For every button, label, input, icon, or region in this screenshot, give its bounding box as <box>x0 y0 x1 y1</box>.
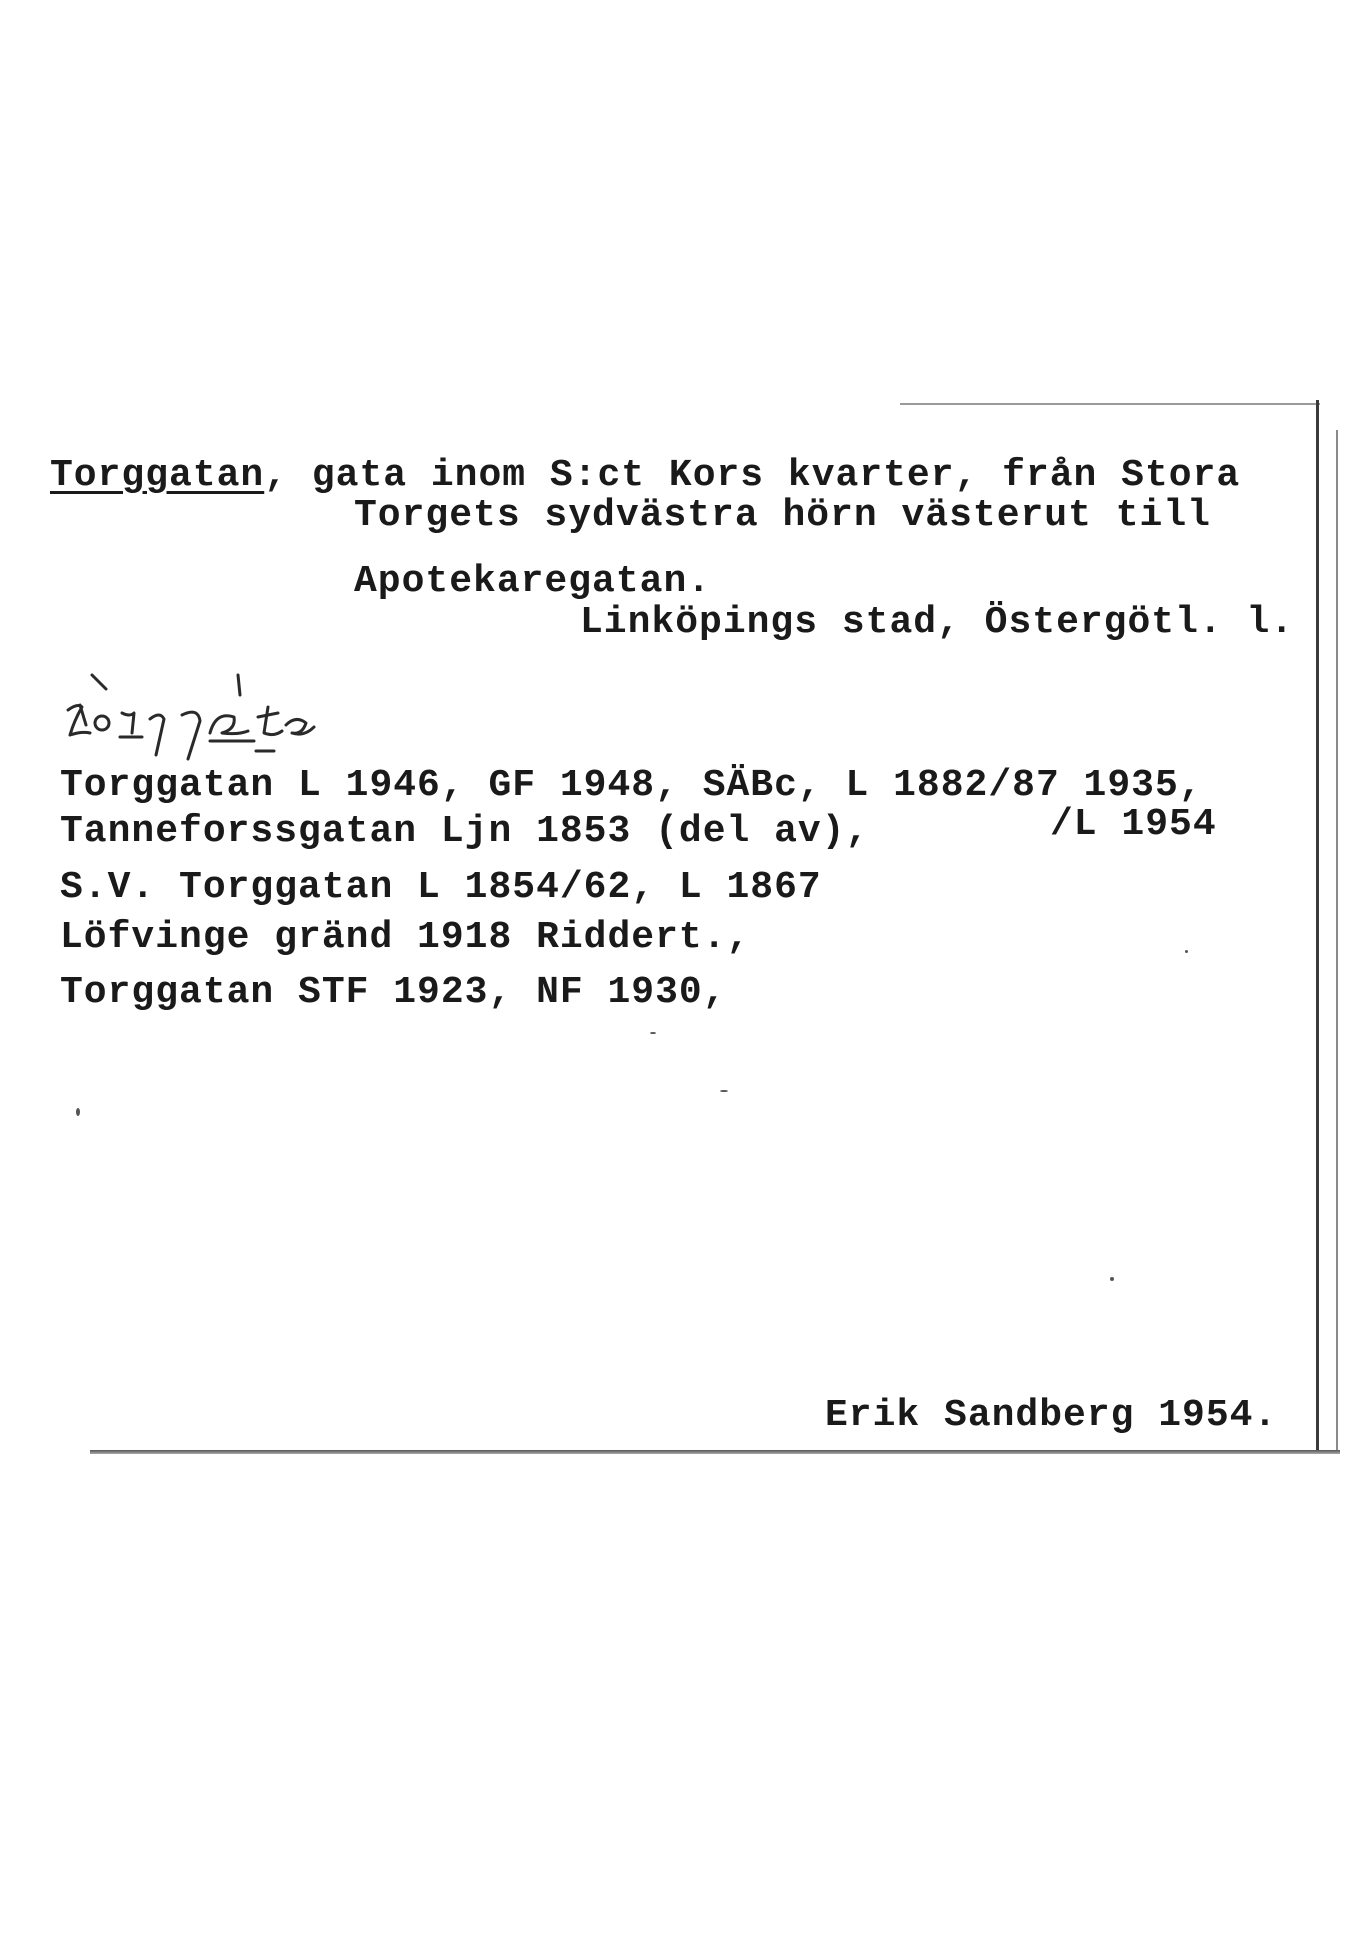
ink-speck <box>1185 950 1188 953</box>
ink-speck <box>650 1032 656 1034</box>
source-line-5: Torggatan STF 1923, NF 1930, <box>60 971 727 1014</box>
source-line-4: Löfvinge gränd 1918 Riddert., <box>60 916 751 959</box>
handwritten-pronunciation <box>60 655 480 765</box>
source-line-1: Torggatan L 1946, GF 1948, SÄBc, L 1882/87 1935, <box>60 764 1203 807</box>
ink-speck <box>76 1108 80 1116</box>
card-shadow-edge <box>1336 430 1338 1450</box>
location-line: Linköpings stad, Östergötl. l. <box>580 601 1295 644</box>
author-signature-line: Erik Sandberg 1954. <box>825 1394 1278 1437</box>
entry-first-line <box>50 455 1240 497</box>
card-top-edge <box>900 403 1320 405</box>
card-right-edge <box>1316 400 1319 1452</box>
ink-speck <box>1110 1277 1114 1281</box>
definition-line-2: Torgets sydvästra hörn västerut till <box>354 494 1211 537</box>
source-line-2: Tanneforssgatan Ljn 1853 (del av), <box>60 810 870 853</box>
definition-line-1: , gata inom S:ct Kors kvarter, från Stora <box>264 454 1241 497</box>
ink-speck <box>720 1090 728 1092</box>
definition-line-3: Apotekaregatan. <box>354 560 712 603</box>
headword: Torggatan <box>50 454 265 497</box>
source-right-note: /L 1954 <box>1050 803 1217 846</box>
source-line-3: S.V. Torggatan L 1854/62, L 1867 <box>60 866 822 909</box>
card-bottom-edge <box>90 1450 1340 1454</box>
